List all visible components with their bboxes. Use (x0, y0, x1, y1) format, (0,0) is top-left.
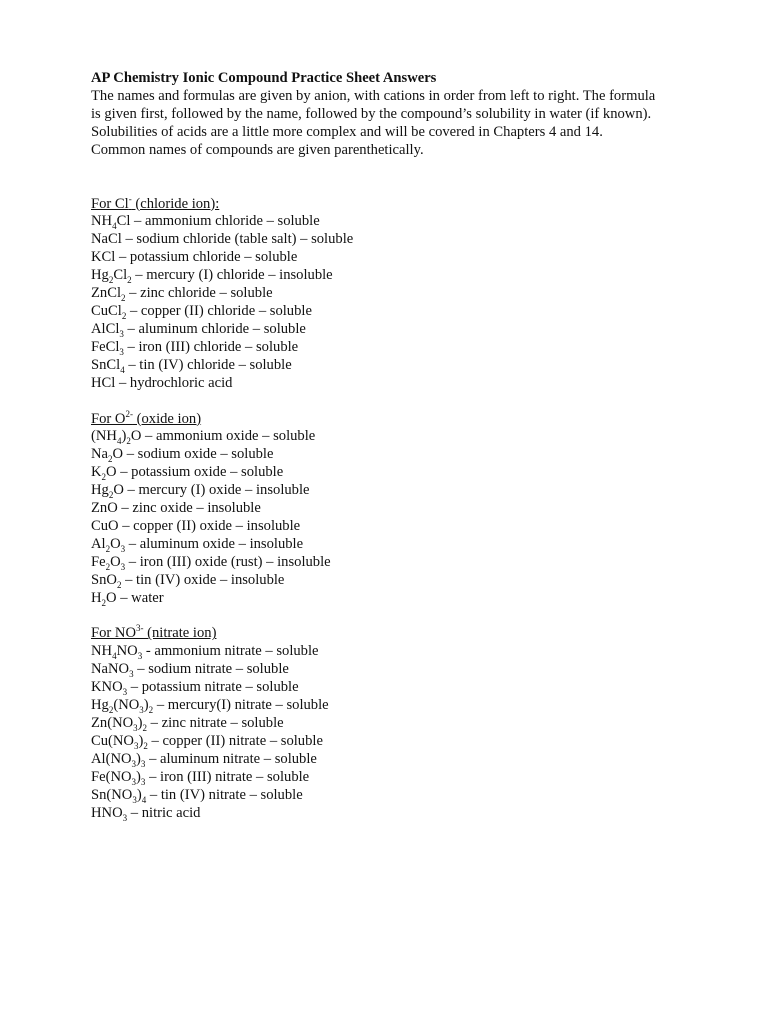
compound-entry: HCl – hydrochloric acid (91, 374, 233, 391)
section-chloride (91, 193, 691, 393)
compound-entry: SnO$_2$ – tin (IV) oxide – insoluble (91, 571, 285, 590)
compound-entry: KCl – potassium chloride – soluble (91, 249, 298, 266)
compound-entry: $HNO_3$ – nitric acid (91, 804, 201, 823)
section-heading: For Cl- (chloride ion): (91, 193, 220, 212)
compound-entry: $(NH_4)_2O$ – ammonium oxide – soluble (91, 428, 316, 447)
compound-entry: $H_2O$ – water (91, 589, 164, 608)
compound-entry: $Sn(NO_3)_4$ – tin (IV) nitrate – soluble (91, 786, 303, 805)
compound-entry: $NH_4Cl$ – ammonium chloride – soluble (91, 213, 320, 232)
compound-entry: $Na_2O$ – sodium oxide – soluble (91, 446, 274, 465)
compound-entry: CuCl$_2$ – copper (II) chloride – soluble (91, 302, 312, 321)
intro-line: Solubilities of acids are a little more complex and will be covered in Chapters 4 and 14. (91, 123, 603, 140)
section-nitrate (91, 625, 691, 822)
compound-entry: ZnO – zinc oxide – insoluble (91, 500, 261, 517)
section-heading: For $O^{2-}$ (oxide ion) (91, 408, 202, 427)
compound-entry: $Fe(NO_3)_3$ – iron (III) nitrate – soluble (91, 768, 310, 787)
compound-entry: CuO – copper (II) oxide – insoluble (91, 517, 301, 534)
compound-entry: NaNO$_3$ – sodium nitrate – soluble (91, 661, 289, 680)
compound-entry: $KNO_3$ – potassium nitrate – soluble (91, 679, 299, 698)
document-page (91, 70, 691, 822)
compound-entry: $Cu(NO_3)_2$ – copper (II) nitrate – soluble (91, 732, 323, 751)
compound-entry: $Hg_2O$ – mercury (I) oxide – insoluble (91, 482, 310, 501)
intro-line: is given first, followed by the name, followed by the compound’s solubility in water (if known). (91, 105, 652, 122)
intro-line: Common names of compounds are given parenthetically. (91, 141, 424, 158)
compound-entry: $Fe_2O_3$ – iron (III) oxide (rust) – insoluble (91, 553, 331, 572)
page-title: AP Chemistry Ionic Compound Practice Sheet Answers (91, 70, 437, 86)
intro-line: The names and formulas are given by anion, with cations in order from left to right. The formula (91, 87, 656, 104)
compound-entry: $Hg_2Cl_2$ – mercury (I) chloride – insoluble (91, 267, 333, 286)
compound-entry: SnCl$_4$ – tin (IV) chloride – soluble (91, 356, 292, 375)
compound-entry: FeCl$_3$ – iron (III) chloride – soluble (91, 338, 299, 357)
compound-entry: ZnCl$_2$ – zinc chloride – soluble (91, 285, 273, 303)
compound-entry: AlCl$_3$ – aluminum chloride – soluble (91, 320, 306, 339)
compound-entry: $Al_2O_3$ – aluminum oxide – insoluble (91, 535, 304, 554)
compound-entry: $Zn(NO_3)_2$ – zinc nitrate – soluble (91, 715, 284, 733)
compound-entry: $Al(NO_3)_3$ – aluminum nitrate – soluble (91, 750, 317, 769)
compound-entry: NaCl – sodium chloride (table salt) – soluble (91, 231, 354, 248)
section-oxide (91, 408, 691, 608)
compound-entry: $Hg_2(NO_3)_2$ – mercury(I) nitrate – soluble (91, 697, 329, 715)
section-heading: For $NO^{3-}$ (nitrate ion) (91, 623, 217, 642)
compound-entry: $NH_4NO_3$ - ammonium nitrate – soluble (91, 643, 319, 662)
compound-entry: $K_2O$ – potassium oxide – soluble (91, 464, 284, 483)
intro-paragraph (91, 88, 691, 160)
